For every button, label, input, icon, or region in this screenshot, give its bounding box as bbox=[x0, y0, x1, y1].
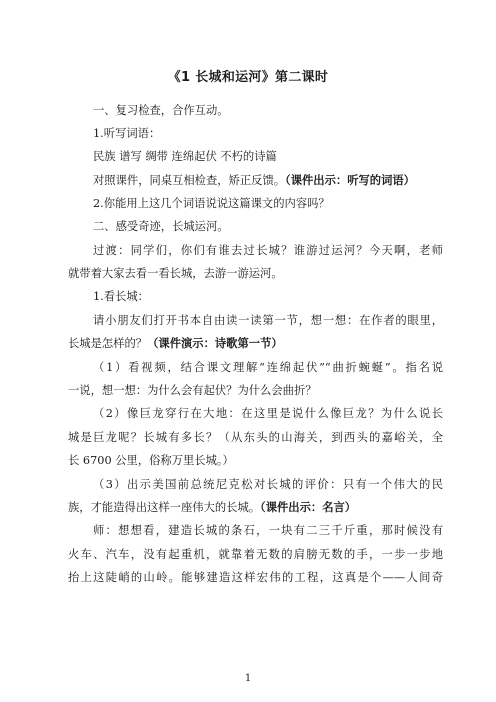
text-line bbox=[93, 150, 277, 164]
text-line-content: 就带着大家去看一看长城，去游一游运河。 bbox=[68, 267, 283, 280]
text-line bbox=[93, 314, 443, 328]
text-line-content: （3）出示美国前总统尼克松对长城的评价：只有一个伟大的民 bbox=[93, 478, 443, 491]
text-line bbox=[93, 407, 443, 421]
text-line bbox=[68, 548, 443, 562]
text-line-content: 长城是怎样的？ bbox=[68, 337, 148, 350]
text-line-content: 过渡：同学们，你们有谁去过长城？谁游过运河？今天啊，老师 bbox=[93, 244, 443, 257]
text-line-emphasis: （课件演示：诗歌第一节） bbox=[147, 337, 283, 350]
text-line-content: 抬上这陡峭的山岭。能够建造这样宏伟的工程，这真是个——人间奇 bbox=[68, 571, 443, 584]
text-line bbox=[68, 571, 443, 585]
text-line bbox=[93, 197, 330, 211]
text-line bbox=[93, 290, 149, 304]
text-line bbox=[68, 267, 283, 281]
text-line-emphasis: （课件出示：听写的词语） bbox=[285, 174, 415, 187]
text-line bbox=[93, 478, 443, 492]
text-line bbox=[93, 361, 443, 375]
text-line bbox=[93, 244, 443, 258]
document-title: 《1 长城和运河》第二课时 bbox=[167, 70, 329, 85]
section-heading bbox=[93, 220, 229, 234]
text-line-content: （1）看视频，结合课文理解“连绵起伏”“曲折蜿蜒”。指名说 bbox=[93, 361, 443, 374]
text-line bbox=[68, 384, 317, 398]
text-line bbox=[68, 501, 356, 515]
text-line-content: 对照课件，同桌互相检查，矫正反馈。 bbox=[93, 174, 286, 187]
text-line-content: 城是巨龙呢？长城有多长？（从东头的山海关，到西头的嘉峪关，全 bbox=[68, 431, 443, 444]
text-line bbox=[93, 524, 443, 538]
text-line bbox=[68, 454, 234, 468]
page-number: 1 bbox=[244, 673, 252, 684]
text-line-content: 2.你能用上这几个词语说说这篇课文的内容吗？ bbox=[93, 197, 330, 210]
text-line bbox=[93, 104, 229, 118]
text-line-content: 1.听写词语： bbox=[93, 127, 161, 140]
text-line-emphasis: （课件出示：名言） bbox=[260, 501, 357, 514]
text-line-content: 请小朋友们打开书本自由读一读第一节，想一想：在作者的眼里， bbox=[93, 314, 443, 327]
text-line-content: 一说，想一想：为什么会有起伏？为什么会曲折？ bbox=[68, 384, 317, 397]
text-line-content: 长 6700 公里，俗称万里长城。） bbox=[68, 454, 234, 467]
text-line-content: （2）像巨龙穿行在大地：在这里是说什么像巨龙？为什么说长 bbox=[93, 407, 443, 420]
text-line-content: 二、感受奇迹，长城运河。 bbox=[93, 220, 229, 233]
text-line bbox=[68, 431, 443, 445]
text-line-content: 族，才能造得出这样一座伟大的长城。 bbox=[68, 501, 261, 514]
text-line-content: 一、复习检查，合作互动。 bbox=[93, 104, 229, 117]
text-line-content: 师：想想看，建造长城的条石，一块有二三千斤重，那时候没有 bbox=[93, 524, 443, 537]
text-line bbox=[93, 174, 415, 188]
text-line bbox=[68, 337, 283, 351]
text-line-content: 民族 谱写 绸带 连绵起伏 不朽的诗篇 bbox=[93, 150, 277, 163]
text-line bbox=[93, 127, 160, 141]
text-line-content: 火车、汽车，没有起重机，就靠着无数的肩膀无数的手，一步一步地 bbox=[68, 548, 443, 561]
text-line-content: 1.看长城： bbox=[93, 290, 149, 303]
